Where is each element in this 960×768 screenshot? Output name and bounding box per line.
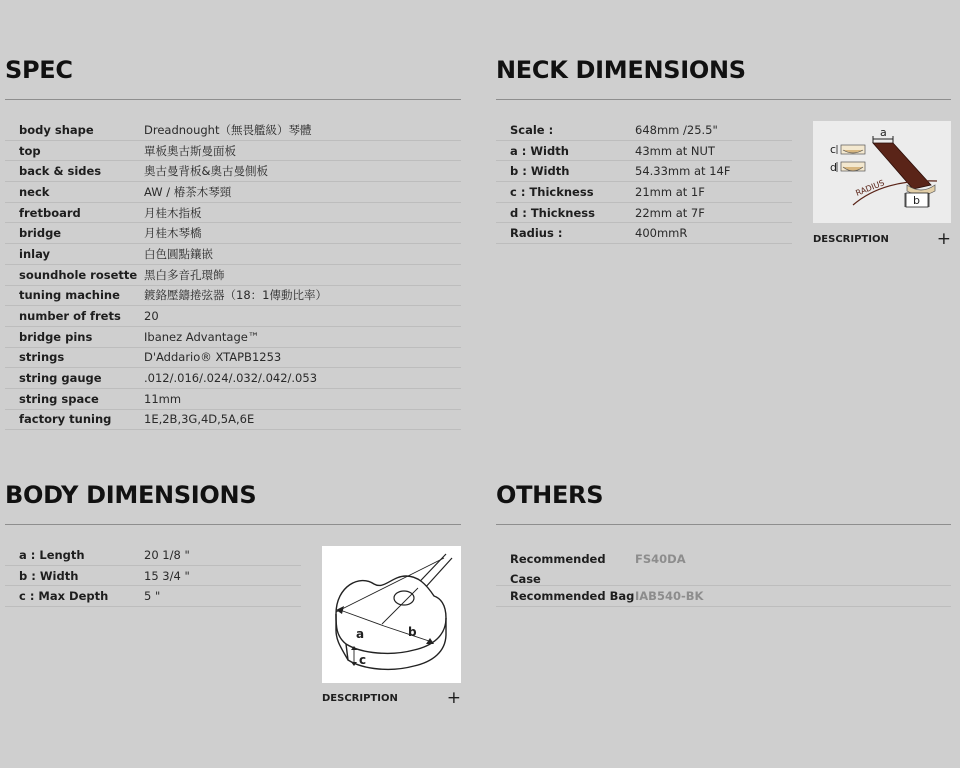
- body-label-c: c: [359, 653, 367, 667]
- body-key: c : Max Depth: [19, 589, 109, 604]
- neck-value: 400mmR: [635, 226, 688, 241]
- table-row: [5, 327, 461, 348]
- neck-label-radius: RADIUS: [854, 178, 886, 198]
- spec-value: 黑白多音孔環飾: [144, 267, 225, 282]
- plus-icon[interactable]: +: [446, 687, 461, 708]
- spec-key: factory tuning: [19, 412, 112, 427]
- neck-value: 54.33mm at 14F: [635, 164, 731, 179]
- spec-value: 11mm: [144, 391, 182, 406]
- spec-key: bridge pins: [19, 329, 93, 344]
- neck-dimensions-title: NECK DIMENSIONS: [496, 56, 746, 84]
- body-value: 15 3/4 ": [144, 568, 190, 583]
- body-label-a: a: [356, 627, 365, 641]
- body-description-toggle[interactable]: [322, 687, 461, 708]
- neck-label-b: b: [913, 194, 920, 207]
- neck-key: b : Width: [510, 164, 570, 179]
- body-divider: [5, 524, 461, 525]
- spec-value: 月桂木指板: [144, 205, 202, 220]
- spec-key: neck: [19, 184, 50, 199]
- neck-label-c: c: [830, 143, 837, 156]
- neck-key: a : Width: [510, 143, 569, 158]
- neck-key: c : Thickness: [510, 184, 594, 199]
- spec-key: soundhole rosette: [19, 267, 138, 282]
- spec-key: number of frets: [19, 309, 121, 324]
- neck-value: 43mm at NUT: [635, 143, 715, 158]
- table-row: [496, 586, 951, 607]
- body-diagram-svg: [322, 546, 461, 683]
- spec-value: 單板奧古斯曼面板: [144, 143, 236, 158]
- neck-description-toggle[interactable]: [813, 228, 951, 249]
- spec-value: Ibanez Advantage™: [144, 329, 260, 344]
- neck-divider: [496, 99, 951, 100]
- table-row: [5, 161, 461, 182]
- table-row: [496, 161, 792, 182]
- spec-value: 白色圓點鑲嵌: [144, 246, 213, 261]
- table-row: [496, 203, 792, 224]
- neck-description-label: DESCRIPTION: [813, 233, 889, 245]
- table-row: [5, 368, 461, 389]
- spec-key: bridge: [19, 226, 62, 241]
- table-row: [5, 286, 461, 307]
- neck-value: 648mm /25.5": [635, 122, 718, 137]
- spec-value: .012/.016/.024/.032/.042/.053: [144, 371, 318, 386]
- table-row: [5, 306, 461, 327]
- table-row: [5, 141, 461, 162]
- spec-value: 鍍鉻壓鑄捲弦器（18：1傳動比率）: [144, 288, 327, 303]
- spec-key: string space: [19, 391, 99, 406]
- neck-key: Scale :: [510, 122, 554, 137]
- spec-key: body shape: [19, 122, 94, 137]
- table-row: [5, 410, 461, 431]
- others-key-line2: Case: [510, 572, 541, 586]
- plus-icon[interactable]: +: [936, 228, 951, 249]
- neck-value: 22mm at 7F: [635, 205, 705, 220]
- neck-table: [496, 120, 792, 244]
- spec-divider: [5, 99, 461, 100]
- spec-key: fretboard: [19, 205, 81, 220]
- body-table: [5, 545, 301, 607]
- table-row: [496, 120, 792, 141]
- table-row: [496, 182, 792, 203]
- body-dimensions-title: BODY DIMENSIONS: [5, 481, 257, 509]
- table-row: [5, 120, 461, 141]
- neck-key: d : Thickness: [510, 205, 595, 220]
- table-row: [5, 389, 461, 410]
- others-table: [496, 545, 951, 607]
- spec-key: string gauge: [19, 371, 102, 386]
- table-row: [5, 244, 461, 265]
- neck-dimensions-diagram[interactable]: [813, 121, 951, 223]
- table-row: [496, 141, 792, 162]
- body-dimensions-diagram[interactable]: [322, 546, 461, 683]
- table-row: [496, 223, 792, 244]
- table-row: [5, 265, 461, 286]
- spec-key: tuning machine: [19, 288, 120, 303]
- table-row: [5, 348, 461, 369]
- body-label-b: b: [408, 625, 417, 639]
- body-value: 20 1/8 ": [144, 547, 190, 562]
- spec-table: [5, 120, 461, 430]
- body-description-label: DESCRIPTION: [322, 692, 398, 704]
- table-row: [5, 586, 301, 607]
- others-key: Recommended Bag: [510, 588, 635, 603]
- table-row: [5, 566, 301, 587]
- spec-value: 月桂木琴橋: [144, 226, 202, 241]
- others-value-link[interactable]: IAB540-BK: [635, 588, 704, 603]
- spec-value: Dreadnought（無畏艦級）琴體: [144, 122, 312, 137]
- others-divider: [496, 524, 951, 525]
- spec-key: strings: [19, 350, 65, 365]
- spec-value: AW / 椿茶木琴頸: [144, 184, 232, 199]
- others-key: [496, 549, 635, 589]
- spec-key: inlay: [19, 246, 50, 261]
- spec-title: SPEC: [5, 56, 73, 84]
- table-row: [5, 545, 301, 566]
- neck-value: 21mm at 1F: [635, 184, 705, 199]
- spec-value: 奧古曼背板&奧古曼側板: [144, 164, 268, 179]
- spec-value: 20: [144, 309, 159, 324]
- others-title: OTHERS: [496, 481, 604, 509]
- neck-key: Radius :: [510, 226, 563, 241]
- spec-value: D'Addario® XTAPB1253: [144, 350, 282, 365]
- table-row: [5, 182, 461, 203]
- table-row: [5, 223, 461, 244]
- spec-key: top: [19, 143, 41, 158]
- body-key: a : Length: [19, 547, 85, 562]
- spec-key: back & sides: [19, 164, 102, 179]
- table-row: [496, 545, 951, 586]
- others-key-line1: Recommended: [510, 552, 606, 566]
- neck-label-a: a: [880, 126, 887, 139]
- body-key: b : Width: [19, 568, 79, 583]
- table-row: [5, 203, 461, 224]
- spec-value: 1E,2B,3G,4D,5A,6E: [144, 412, 255, 427]
- neck-label-d: d: [830, 161, 837, 174]
- neck-diagram-svg: [813, 121, 951, 223]
- others-value-link[interactable]: FS40DA: [635, 552, 686, 566]
- body-value: 5 ": [144, 589, 161, 604]
